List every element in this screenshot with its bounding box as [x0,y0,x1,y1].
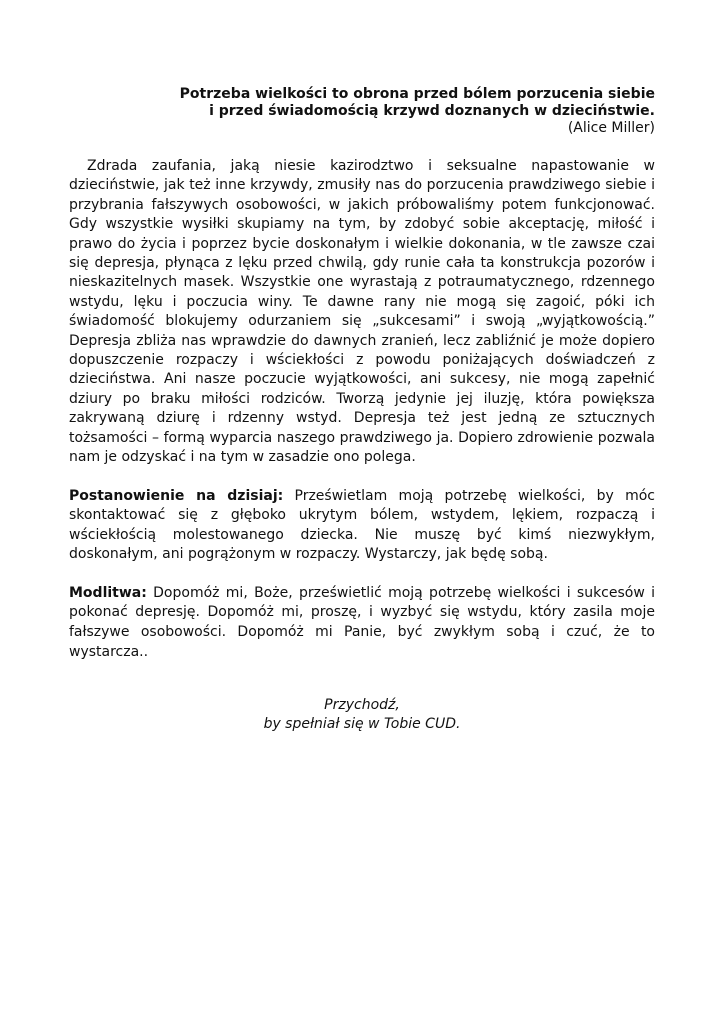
epigraph-author: (Alice Miller) [567,120,655,136]
resolution-label: Postanowienie na dzisiaj: [69,487,284,504]
prayer-text: Dopomóż mi, Boże, prześwietlić moją potrzebę wielkości i sukcesów i pokonać depresję. Dopomóż mi, proszę, i wyzbyć się wstydu, który zasila moje fałszywe osobowości. Dopomóż mi Panie, być zwykłym sobą i czuć, że to wystarcza.. [69,584,655,660]
closing-line-1: Przychodź, [324,697,400,714]
main-paragraph: Zdrada zaufania, jaką niesie kazirodztwo i seksualne napastowanie w dzieciństwie, jak też inne krzywdy, zmusiły nas do porzucenia prawdziwego siebie i przybrania fałszywych osobowości, w jakich próbowaliśmy potem funkcjonować. Gdy wszystkie wysiłki skupiamy na tym, by zdobyć sobie akceptację, miłość i prawo do życia i poprzez bycie doskonałym i wielkie dokonania, w tle zawsze czai się depresja, płynąca z lęku przed chwilą, gdy runie cała ta konstrukcja pozorów i nieskazitelnych masek. Wszystkie one wyrastają z potraumatycznego, rdzennego wstydu, lęku i poczucia winy. Te dawne rany nie mogą się zagoić, póki ich świadomość blokujemy odurzaniem się „sukcesami” i swoją „wyjątkowością.” Depresja zbliża nas wprawdzie do dawnych zranień, lecz zabliźnić je może dopiero dopuszczenie rozpaczy i wściekłości z powodu poniżających doświadczeń z dzieciństwa. Ani nasze poczucie wyjątkowości, ani sukcesy, nie mogą zapełnić dziury po braku miłości rodziców. Tworzą jedynie jej iluzję, która powiększa zakrywaną dziurę i rdzenny wstyd. Depresja też jest jedną ze sztucznych tożsamości – formą wyparcia naszego prawdziwego ja. Dopiero zdrowienie pozwala nam je odzyskać i na tym w zasadzie ono polega. [69,158,655,466]
epigraph-quote-line-2: i przed świadomością krzywd doznanych w dzieciństwie. [209,103,655,119]
prayer-paragraph [69,584,655,662]
epigraph [69,86,655,137]
closing-line-2: by spełniał się w Tobie CUD. [263,716,461,733]
closing [69,696,655,734]
document-page [69,86,655,734]
resolution-paragraph [69,487,655,565]
epigraph-quote-line-1: Potrzeba wielkości to obrona przed bólem porzucenia siebie [179,86,655,102]
resolution-text: Prześwietlam moją potrzebę wielkości, by móc skontaktować się z głęboko ukrytym bólem, wstydem, lękiem, rozpaczą i wściekłością molestowanego dziecka. Nie muszę być kimś niezwykłym, doskonałym, ani pogrążonym w rozpaczy. Wystarczy, jak będę sobą. [69,487,655,563]
prayer-label: Modlitwa: [69,584,147,601]
